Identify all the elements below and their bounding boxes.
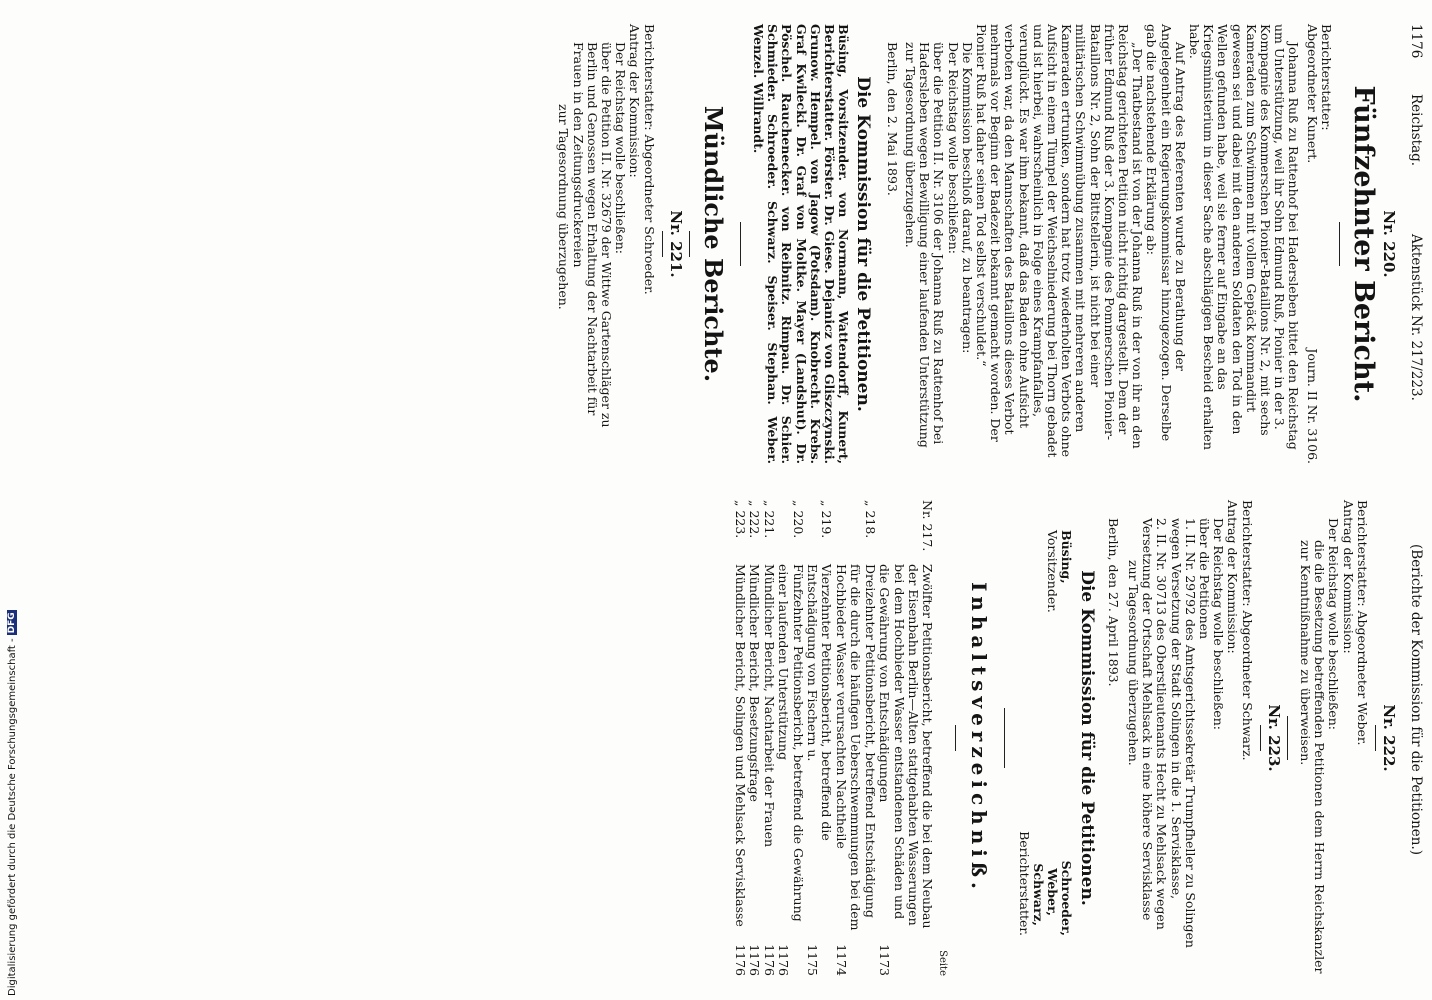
reporter-line [1304,24,1318,464]
divider [1260,725,1261,751]
toc-entry-page: 1174 [833,944,849,976]
commission-members: Büsing, Vorsitzender. von Normann, Wattendorff, Kunert, Berichterstatter. Förster. Dr. Giese. Dejanicz von Gliszczynski. Grunow. Hempel. von Jagow (Potsdam). Knobrecht. Krebs. Graf Kwilecki. Dr. Graf von Moltke. Mayer (Landshut). Dr. Pöschel. Rauchenecker. von Reibnitz. Rimpau. Dr. Schier. Schmieder. Schroeder. Schwarz. Speiser. Stephan. Weber. Wenzel. Willrandt. [751,24,852,464]
motion-end-221: zur Tagesordnung überzugehen. [556,104,572,310]
signature-schroeder: Schroeder, [1059,860,1075,936]
signature-chair: Büsing, [1059,530,1075,584]
toc-row [805,500,834,976]
credit-text: Digitalisierung gefördert durch die Deutsche Forschungsgemeinschaft - [6,638,18,996]
signature-schwarz: Schwarz, [1030,863,1046,926]
toc-row [833,500,876,976]
toc-entry-page: 1176 [733,944,749,976]
toc-entry-page: 1176 [761,944,777,976]
toc-row [877,500,935,976]
motion-text-221: über die Petition II. Nr. 32679 der Wittwe Gartenschläger zu Berlin und Genossen wegen Erhaltung der Nachtarbeit für Frauen in den Zeitungsdruckereien [570,42,615,428]
report-number-223: Nr. 223. [1264,704,1283,772]
signature-row [1017,500,1031,976]
signature-row [1059,500,1073,976]
divider [689,231,690,257]
divider [740,222,741,266]
petition-item-2: 2. II. Nr. 30713 des Oberstlieutenants Hecht zu Mehlsack wegen Versetzung der Ortschaft Mehlsack in eine höhere Servisklasse [1140,518,1170,930]
toc-entry-page: 1173 [877,944,893,976]
reporter-block [1319,24,1333,464]
header-topic: (Berichte der Kommission für die Petitionen.) [1408,544,1424,856]
reporter-label: Berichterstatter: [1318,24,1334,131]
toc-row [761,500,775,976]
toc-entry-page: 1176 [747,944,763,976]
divider [662,231,663,257]
toc-row [733,500,747,976]
toc-entry-text: Mündlicher Bericht, Nachtarbeit der Frauen [761,564,777,848]
toc-entry-number: Nr. 217. [920,500,936,552]
signature-reporter-role: Berichterstatter. [1016,831,1032,936]
signature-weber: Weber, [1045,868,1061,916]
report-date-223: Berlin, den 27. April 1893. [1105,518,1121,687]
petition-items-end: zur Tagesordnung überzugehen. [1125,560,1141,766]
toc-entry-number: „ 220. [790,500,806,539]
antrag-222: Antrag der Kommission: [1340,500,1356,654]
paragraph-commissioner: Auf Antrag des Referenten wurde zu Berathung der Angelegenheit ein Regierungskommissar hinzugezogen. Derselbe gab die nachstehende Erklärung ab: [1144,24,1188,442]
divider [1375,725,1376,751]
dfg-logo: DFG [7,612,17,634]
signature-row [1045,500,1059,976]
running-header [1404,24,1424,976]
reporter-223: Berichterstatter: Abgeordneter Schwarz. [1239,500,1255,761]
digitization-credit [4,4,20,996]
journal-reference: Journ. II Nr. 3106. [1304,348,1320,464]
motion-text-222: die die Besetzung betreffenden Petitionen dem Herrn Reichskanzler zur Kenntnißnahme zu überweisen. [1297,540,1328,974]
signature-chair-role: Vorsitzender. [1045,530,1061,613]
paragraph-petition: Johanna Ruß zu Rattenhof bei Hadersleben bittet den Reichstag um Unterstützung, weil ihr Sohn Edmund Ruß, Pionier in der 3. Kompagnie des Kommerschen Pionier-Bataillons Nr. 2, mit sechs Kameraden zum Schwimmen mit vollem Gepäck kommandirt gewesen sei und dabei mit den anderen Soldaten den Tod in den Wellen gefunden habe, weil sie ferner auf Eingabe an das Kriegsministerium in dieser Sache abschlägigen Bescheid erhalten habe. [1186,24,1302,450]
toc-entry-number: „ 221. [761,500,777,539]
toc-entry-text: Mündlicher Bericht, Besetzungsfrage [747,564,763,802]
toc-entry-text: Fünfzehnter Petitionsbericht, betreffend die Gewährung einer laufenden Unterstützung [776,564,806,922]
antrag-223: Antrag der Kommission: [1225,500,1241,654]
petitions-intro: über die Petitionen [1196,518,1212,640]
toc-entry-text: Vierzehnter Petitionsbericht, betreffend die Entschädigung von Fischern u. [805,564,835,841]
motion-heading-223: Der Reichstag wolle beschließen: [1211,518,1227,730]
petition-item-1: 1. II. Nr. 29792 des Amtsgerichtssekretär Trumpfheller zu Solingen wegen Versetzung der Stadt Solingen in die 1. Servisklasse, [1168,518,1198,948]
toc-entry-number: „ 222. [747,500,763,539]
signature-row [1031,500,1045,976]
toc-entry-number: „ 218. [862,500,878,539]
left-column [556,24,1396,464]
reporter-222: Berichterstatter: Abgeordneter Weber. [1354,500,1370,746]
report-date: Berlin, den 2. Mai 1893. [884,42,900,196]
divider [955,725,956,751]
reporter-name: Abgeordneter Kunert. [1304,24,1320,164]
toc-entry-page: 1175 [805,944,821,976]
reporter-221: Berichterstatter: Abgeordneter Schroeder. [641,24,657,295]
toc-entry-text: Dreizehnter Petitionsbericht, betreffend Entschädigung für die durch die häufigen Ueberschwemmungen bei dem Hochbieder Wasser verursachten Nachtheile [833,564,878,931]
report-number-221: Nr. 221. [666,210,685,278]
commission-title: Die Kommission für die Petitionen. [853,76,874,412]
toc-row [776,500,805,976]
motion-heading-221: Der Reichstag wolle beschließen: [613,42,629,254]
document-reference: Aktenstück Nr. 217/223. [1408,234,1424,401]
toc-entry-number: „ 219. [819,500,835,539]
divider [1004,708,1005,768]
paragraph-statement: „Der Thatbestand ist von der Johanna Ruß in der von ihr an den Reichstag gerichteten Petition nicht richtig dargestellt. Dem der früher Edmund Ruß der 3. Kompagnie des Pommerschen Pionier-Bataillons Nr. 2, Sohn der Bittstellerin, ist nicht bei einer militärischen Schwimmübung zusammen mit mehreren anderen Kameraden ertrunken, sondern hat trotz wiederholten Verbots ohne Aufsicht in einem Tümpel der Weichselniederung bei Thorn gebadet und ist hierbei, wahrscheinlich in Folge eines Krampfanfalles, verunglückt. Es war ihm bekannt, daß das Baden ohne Aufsicht verboten war, da den Mannschaften des Bataillons dieses Verbot mehrmals vor Beginn der Badezeit bekannt gemacht worden. Der Pionier Ruß hat daher seinen Tod selbst verschuldet.“ [973,24,1146,458]
toc-entry-text: Mündlicher Bericht, Solingen und Mehlsack Servisklasse [733,564,749,927]
toc-page-header: Seite [936,950,948,976]
motion-text: über die Petition II. Nr. 3106 der Johanna Ruß zu Rattenhof bei Hadersleben wegen Bewilligung einer laufenden Unterstützung zur Tagesordnung überzugehen. [902,42,947,448]
paragraph-resolution: Die Kommission beschloß darauf, zu beantragen: [959,42,975,354]
oral-reports-title: Mündliche Berichte. [698,105,728,383]
toc-title: Inhaltsverzeichniß. [966,581,991,895]
toc-list [733,500,935,976]
report-title: Fünfzehnter Bericht. [1347,85,1379,403]
motion-heading: Der Reichstag wolle beschließen: [945,42,961,254]
antrag-221: Antrag der Kommission: [627,24,643,178]
divider [1339,222,1340,266]
report-number-222: Nr. 222. [1380,704,1398,772]
toc-row [747,500,761,976]
divider [1287,716,1288,760]
toc-entry-page: 1176 [776,944,792,976]
publication-name: Reichstag. [1408,94,1424,167]
toc-entry-number: „ 223. [733,500,749,539]
motion-heading-222: Der Reichstag wolle beschließen: [1326,518,1342,730]
page-number: 1176 [1408,24,1424,59]
commission-title-2: Die Kommission für die Petitionen. [1076,570,1097,906]
right-column [733,500,1396,976]
toc-entry-text: Zwölfter Petitionsbericht, betreffend die bei dem Neubau der Eisenbahn Berlin—Alten stattgehabten Wasserungen bei dem Hochbieder Wasser entstandenen Schäden und die Gewährung von Entschädigungen [877,564,936,929]
report-number: Nr. 220. [1380,210,1398,278]
